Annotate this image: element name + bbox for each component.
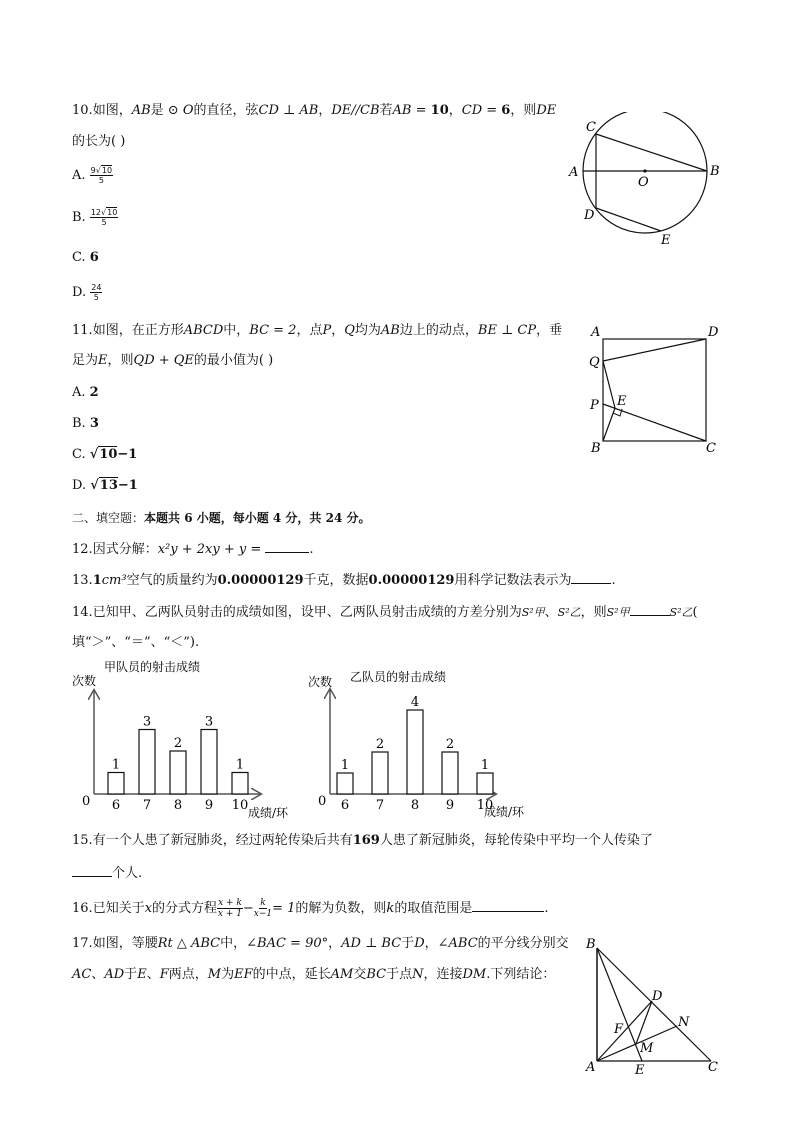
text: ，点 bbox=[296, 323, 323, 338]
text: ， bbox=[424, 936, 438, 951]
q10-option-d[interactable] bbox=[72, 283, 102, 302]
section-desc: 本题共 6 小题，每小题 4 分，共 24 分。 bbox=[144, 511, 371, 525]
q10-stem-line2: 的长为( ) bbox=[72, 134, 126, 149]
text: 如图，在正方形 bbox=[92, 323, 184, 338]
denominator: 5 bbox=[93, 293, 99, 302]
text: 边上的动点， bbox=[399, 323, 478, 338]
section-header bbox=[72, 509, 370, 527]
bar bbox=[477, 773, 493, 794]
math: N bbox=[412, 967, 424, 982]
label-a: A bbox=[591, 325, 601, 340]
math: 1 bbox=[92, 573, 102, 588]
math: CD ⊥ AB bbox=[258, 103, 319, 118]
bar bbox=[201, 730, 217, 795]
label-a: A bbox=[586, 1060, 596, 1075]
option-label: D. bbox=[72, 478, 87, 493]
denominator: 5 bbox=[101, 218, 107, 227]
q17-line2 bbox=[72, 966, 555, 984]
numerator: k bbox=[260, 898, 266, 908]
fraction bbox=[217, 898, 243, 919]
math: F bbox=[159, 967, 169, 982]
math: DE bbox=[536, 103, 557, 118]
x-tick-label: 6 bbox=[111, 798, 121, 813]
q17-number: 17. bbox=[72, 936, 93, 951]
math: AC bbox=[72, 967, 92, 982]
label-b: B bbox=[586, 937, 596, 952]
text: 交 bbox=[353, 967, 367, 982]
radicand: 10 bbox=[99, 447, 118, 462]
numerator: x + k bbox=[218, 898, 242, 908]
x-axis-label: 成绩/环 bbox=[248, 806, 289, 820]
q13-number: 13. bbox=[72, 573, 93, 588]
text: 已知关于 bbox=[92, 901, 145, 916]
text: 、 bbox=[91, 967, 105, 982]
bar-value-label: 2 bbox=[445, 737, 455, 752]
q11-stem-line1 bbox=[72, 322, 562, 340]
bar-value-label: 1 bbox=[111, 757, 121, 773]
y-axis-label: 次数 bbox=[72, 674, 97, 688]
q11-option-b[interactable] bbox=[72, 415, 99, 433]
answer-blank[interactable] bbox=[630, 603, 670, 616]
coef: 12 bbox=[90, 208, 102, 217]
text: 千克，数据 bbox=[303, 573, 369, 588]
math: BC = 2 bbox=[249, 323, 297, 338]
math: 169 bbox=[352, 833, 380, 848]
label-q: Q bbox=[589, 355, 600, 370]
q10-option-b[interactable] bbox=[72, 208, 118, 227]
text: . bbox=[309, 542, 314, 557]
fraction: $\frac{12√10}{5}$ bbox=[90, 208, 118, 227]
text: 中， bbox=[223, 323, 250, 338]
fraction bbox=[90, 283, 102, 302]
bar bbox=[170, 751, 186, 794]
label-m: M bbox=[640, 1041, 654, 1056]
text: 于 bbox=[124, 967, 138, 982]
math: 6 bbox=[501, 103, 511, 118]
q16 bbox=[72, 898, 548, 919]
bars bbox=[337, 695, 493, 813]
text: 若 bbox=[379, 103, 393, 118]
math: x²y + 2xy + y = bbox=[157, 542, 266, 557]
y-axis-label: 次数 bbox=[308, 675, 333, 689]
text: 中， bbox=[220, 936, 247, 951]
bar bbox=[108, 773, 124, 795]
text: 、 bbox=[146, 967, 160, 982]
q11-stem-line2 bbox=[72, 352, 273, 370]
option-label: A. bbox=[72, 168, 86, 183]
text: 为 bbox=[221, 967, 235, 982]
math: E bbox=[137, 967, 147, 982]
q11-number: 11. bbox=[72, 323, 93, 338]
x-tick-label: 8 bbox=[410, 798, 420, 813]
q10-stem-line1 bbox=[72, 102, 556, 120]
text: 的直径，弦 bbox=[193, 103, 259, 118]
denominator: 5 bbox=[98, 176, 104, 185]
x-axis-label: 成绩/环 bbox=[484, 805, 525, 819]
x-tick-label: 7 bbox=[375, 798, 385, 813]
label-c: C bbox=[706, 441, 716, 456]
text: . bbox=[611, 573, 616, 588]
label-d: D bbox=[652, 989, 663, 1004]
math: AB bbox=[131, 103, 151, 118]
remainder: −1 bbox=[117, 478, 138, 493]
text: 的取值范围是 bbox=[394, 901, 473, 916]
option-value: 3 bbox=[89, 416, 99, 431]
label-n: N bbox=[678, 1015, 690, 1030]
x-tick-label: 9 bbox=[445, 798, 455, 813]
math: AD bbox=[104, 967, 125, 982]
text: 的最小值为( ) bbox=[193, 353, 274, 368]
bar bbox=[232, 773, 248, 795]
answer-blank[interactable] bbox=[571, 571, 611, 584]
answer-blank[interactable] bbox=[72, 864, 112, 877]
x-tick-label: 6 bbox=[340, 798, 350, 813]
text: 已知甲、乙两队员射击的成绩如图，设甲、乙两队员射击成绩的方差分别为 bbox=[92, 605, 522, 620]
math: Rt △ ABC bbox=[157, 936, 221, 951]
answer-blank[interactable] bbox=[472, 899, 544, 912]
fraction: $\frac{9√10}{5}$ bbox=[90, 166, 113, 185]
label-a: A bbox=[569, 165, 579, 180]
math: 0.00000129 bbox=[368, 573, 455, 588]
q10-number: 10. bbox=[72, 103, 93, 118]
bar-value-label: 3 bbox=[204, 714, 214, 730]
text: 均为 bbox=[354, 323, 381, 338]
x-tick-label: 10 bbox=[476, 798, 494, 813]
option-label: C. bbox=[72, 250, 86, 265]
math: AB = bbox=[392, 103, 431, 118]
origin-label: 0 bbox=[318, 794, 327, 809]
q10-option-c[interactable] bbox=[72, 249, 99, 267]
option-value: √10−1 bbox=[89, 447, 138, 462]
q17-triangle-figure bbox=[575, 930, 735, 1080]
math: cm³ bbox=[101, 573, 127, 588]
text: 的平分线分别交 bbox=[477, 936, 569, 951]
q14-number: 14. bbox=[72, 605, 93, 620]
denominator: x + 1 bbox=[217, 909, 242, 919]
text: ， bbox=[331, 323, 345, 338]
q10-option-a[interactable] bbox=[72, 166, 113, 185]
q15-line1 bbox=[72, 832, 653, 850]
math: BE ⊥ CP bbox=[477, 323, 537, 338]
bar-value-label: 3 bbox=[142, 714, 152, 730]
x-tick-label: 7 bbox=[142, 798, 152, 813]
option-value: 6 bbox=[89, 250, 99, 265]
text: 用科学记数法表示为 bbox=[454, 573, 572, 588]
bar-value-label: 1 bbox=[340, 758, 350, 773]
label-b: B bbox=[710, 164, 720, 179]
text: 是 ⊙ bbox=[150, 103, 183, 118]
option-label: B. bbox=[72, 210, 86, 225]
fraction bbox=[254, 898, 272, 919]
math: S²乙 bbox=[557, 606, 581, 619]
math: DE//CB bbox=[331, 103, 380, 118]
math: P bbox=[322, 323, 332, 338]
bars bbox=[108, 715, 248, 814]
bar-value-label: 1 bbox=[235, 757, 245, 773]
label-p: P bbox=[590, 398, 599, 413]
text: 足为 bbox=[72, 353, 99, 368]
math: AM bbox=[330, 967, 354, 982]
option-label: B. bbox=[72, 416, 86, 431]
label-b: B bbox=[591, 441, 601, 456]
radicand: 10 bbox=[107, 208, 118, 217]
text: 空气的质量约为 bbox=[126, 573, 218, 588]
option-value: √13−1 bbox=[90, 478, 138, 493]
q10-circle-figure bbox=[564, 112, 734, 252]
text: 因式分解： bbox=[92, 542, 158, 557]
math: 0.00000129 bbox=[217, 573, 304, 588]
math: ∠BAC = 90° bbox=[246, 936, 329, 951]
label-f: F bbox=[614, 1022, 624, 1037]
label-e: E bbox=[617, 394, 627, 409]
chart-title: 乙队员的射击成绩 bbox=[350, 670, 447, 684]
text: ， bbox=[328, 936, 342, 951]
text: ， bbox=[318, 103, 332, 118]
q16-number: 16. bbox=[72, 901, 93, 916]
bar bbox=[442, 752, 458, 794]
math: 10 bbox=[430, 103, 449, 118]
numerator: 24 bbox=[91, 283, 102, 292]
text: ，则 bbox=[107, 353, 134, 368]
label-d: D bbox=[708, 325, 719, 340]
bar-value-label: 2 bbox=[375, 737, 385, 752]
math: k bbox=[386, 901, 395, 916]
text: 有一个人患了新冠肺炎，经过两轮传染后共有 bbox=[92, 833, 353, 848]
text: 人患了新冠肺炎，每轮传染中平均一个人传染了 bbox=[379, 833, 653, 848]
text: ，则 bbox=[510, 103, 537, 118]
label-c: C bbox=[708, 1060, 718, 1075]
text: ，连接 bbox=[423, 967, 463, 982]
radicand: 10 bbox=[101, 166, 113, 175]
text: 个人. bbox=[112, 866, 143, 881]
text: 于 bbox=[401, 936, 415, 951]
q15-line2 bbox=[72, 864, 142, 883]
bar bbox=[337, 773, 353, 794]
denominator: x−1 bbox=[253, 909, 273, 919]
label-d: D bbox=[584, 208, 595, 223]
text: 于点 bbox=[386, 967, 413, 982]
bar-value-label: 4 bbox=[410, 695, 420, 710]
label-e: E bbox=[661, 233, 671, 248]
math: M bbox=[207, 967, 222, 982]
q14-line1 bbox=[72, 603, 698, 622]
text: ，则 bbox=[580, 605, 607, 620]
text: 两点， bbox=[168, 967, 208, 982]
label-o: O bbox=[638, 175, 649, 190]
math: Q bbox=[344, 323, 355, 338]
q17-line1 bbox=[72, 935, 569, 953]
remainder: −1 bbox=[117, 447, 138, 462]
math: AD ⊥ BC bbox=[341, 936, 402, 951]
chart-yi bbox=[300, 660, 540, 825]
bar-value-label: 1 bbox=[480, 758, 490, 773]
math: QD + QE bbox=[133, 353, 194, 368]
text: 的解为负数，则 bbox=[295, 901, 387, 916]
text: 的分式方程 bbox=[152, 901, 218, 916]
math: E bbox=[98, 353, 108, 368]
coef: 9 bbox=[90, 166, 96, 175]
bar-value-label: 2 bbox=[173, 736, 183, 751]
math: = 1 bbox=[272, 901, 296, 916]
text: . bbox=[544, 901, 549, 916]
label-c: C bbox=[586, 120, 596, 135]
bar bbox=[372, 752, 388, 794]
math: EF bbox=[234, 967, 253, 982]
option-label: C. bbox=[72, 447, 86, 462]
x-tick-label: 8 bbox=[173, 798, 183, 813]
text: .下列结论： bbox=[486, 967, 556, 982]
math: CD = bbox=[461, 103, 502, 118]
math: x bbox=[144, 901, 153, 916]
option-label: A. bbox=[72, 385, 86, 400]
origin-label: 0 bbox=[82, 794, 91, 809]
chart-jia bbox=[60, 655, 300, 820]
q11-square-figure bbox=[580, 320, 730, 460]
math: D bbox=[414, 936, 425, 951]
math: ∠ABC bbox=[437, 936, 478, 951]
x-tick-label: 9 bbox=[204, 798, 214, 813]
q14-line2: 填“＞”、“＝”、“＜”). bbox=[72, 635, 200, 650]
text: 、 bbox=[544, 605, 558, 620]
math: O bbox=[182, 103, 194, 118]
text: ，垂 bbox=[536, 323, 563, 338]
math: S²甲 bbox=[606, 606, 630, 619]
q15-number: 15. bbox=[72, 833, 93, 848]
option-value: 2 bbox=[89, 385, 99, 400]
option-label: D. bbox=[72, 285, 87, 300]
q12-number: 12. bbox=[72, 542, 93, 557]
radicand: 13 bbox=[99, 478, 118, 493]
q11-option-d[interactable] bbox=[72, 477, 138, 495]
math: ABCD bbox=[183, 323, 224, 338]
text: − bbox=[242, 901, 254, 916]
text: 的中点，延长 bbox=[252, 967, 331, 982]
bar bbox=[139, 730, 155, 795]
math: BC bbox=[366, 967, 387, 982]
section-title: 二、填空题： bbox=[72, 511, 145, 525]
math: DM bbox=[462, 967, 487, 982]
bar bbox=[407, 710, 423, 794]
text: 如图， bbox=[92, 103, 132, 118]
x-tick-label: 10 bbox=[231, 798, 249, 813]
text: 如图，等腰 bbox=[92, 936, 158, 951]
q12 bbox=[72, 540, 314, 559]
answer-blank[interactable] bbox=[265, 540, 309, 553]
chart-title: 甲队员的射击成绩 bbox=[104, 660, 201, 674]
text: ( bbox=[692, 605, 698, 620]
math: AB bbox=[380, 323, 400, 338]
q11-option-a[interactable] bbox=[72, 384, 99, 402]
math: S²乙 bbox=[669, 606, 693, 619]
text: ， bbox=[448, 103, 462, 118]
q13 bbox=[72, 571, 616, 590]
label-e: E bbox=[635, 1063, 645, 1078]
math: S²甲 bbox=[521, 606, 545, 619]
q11-option-c[interactable] bbox=[72, 446, 137, 464]
